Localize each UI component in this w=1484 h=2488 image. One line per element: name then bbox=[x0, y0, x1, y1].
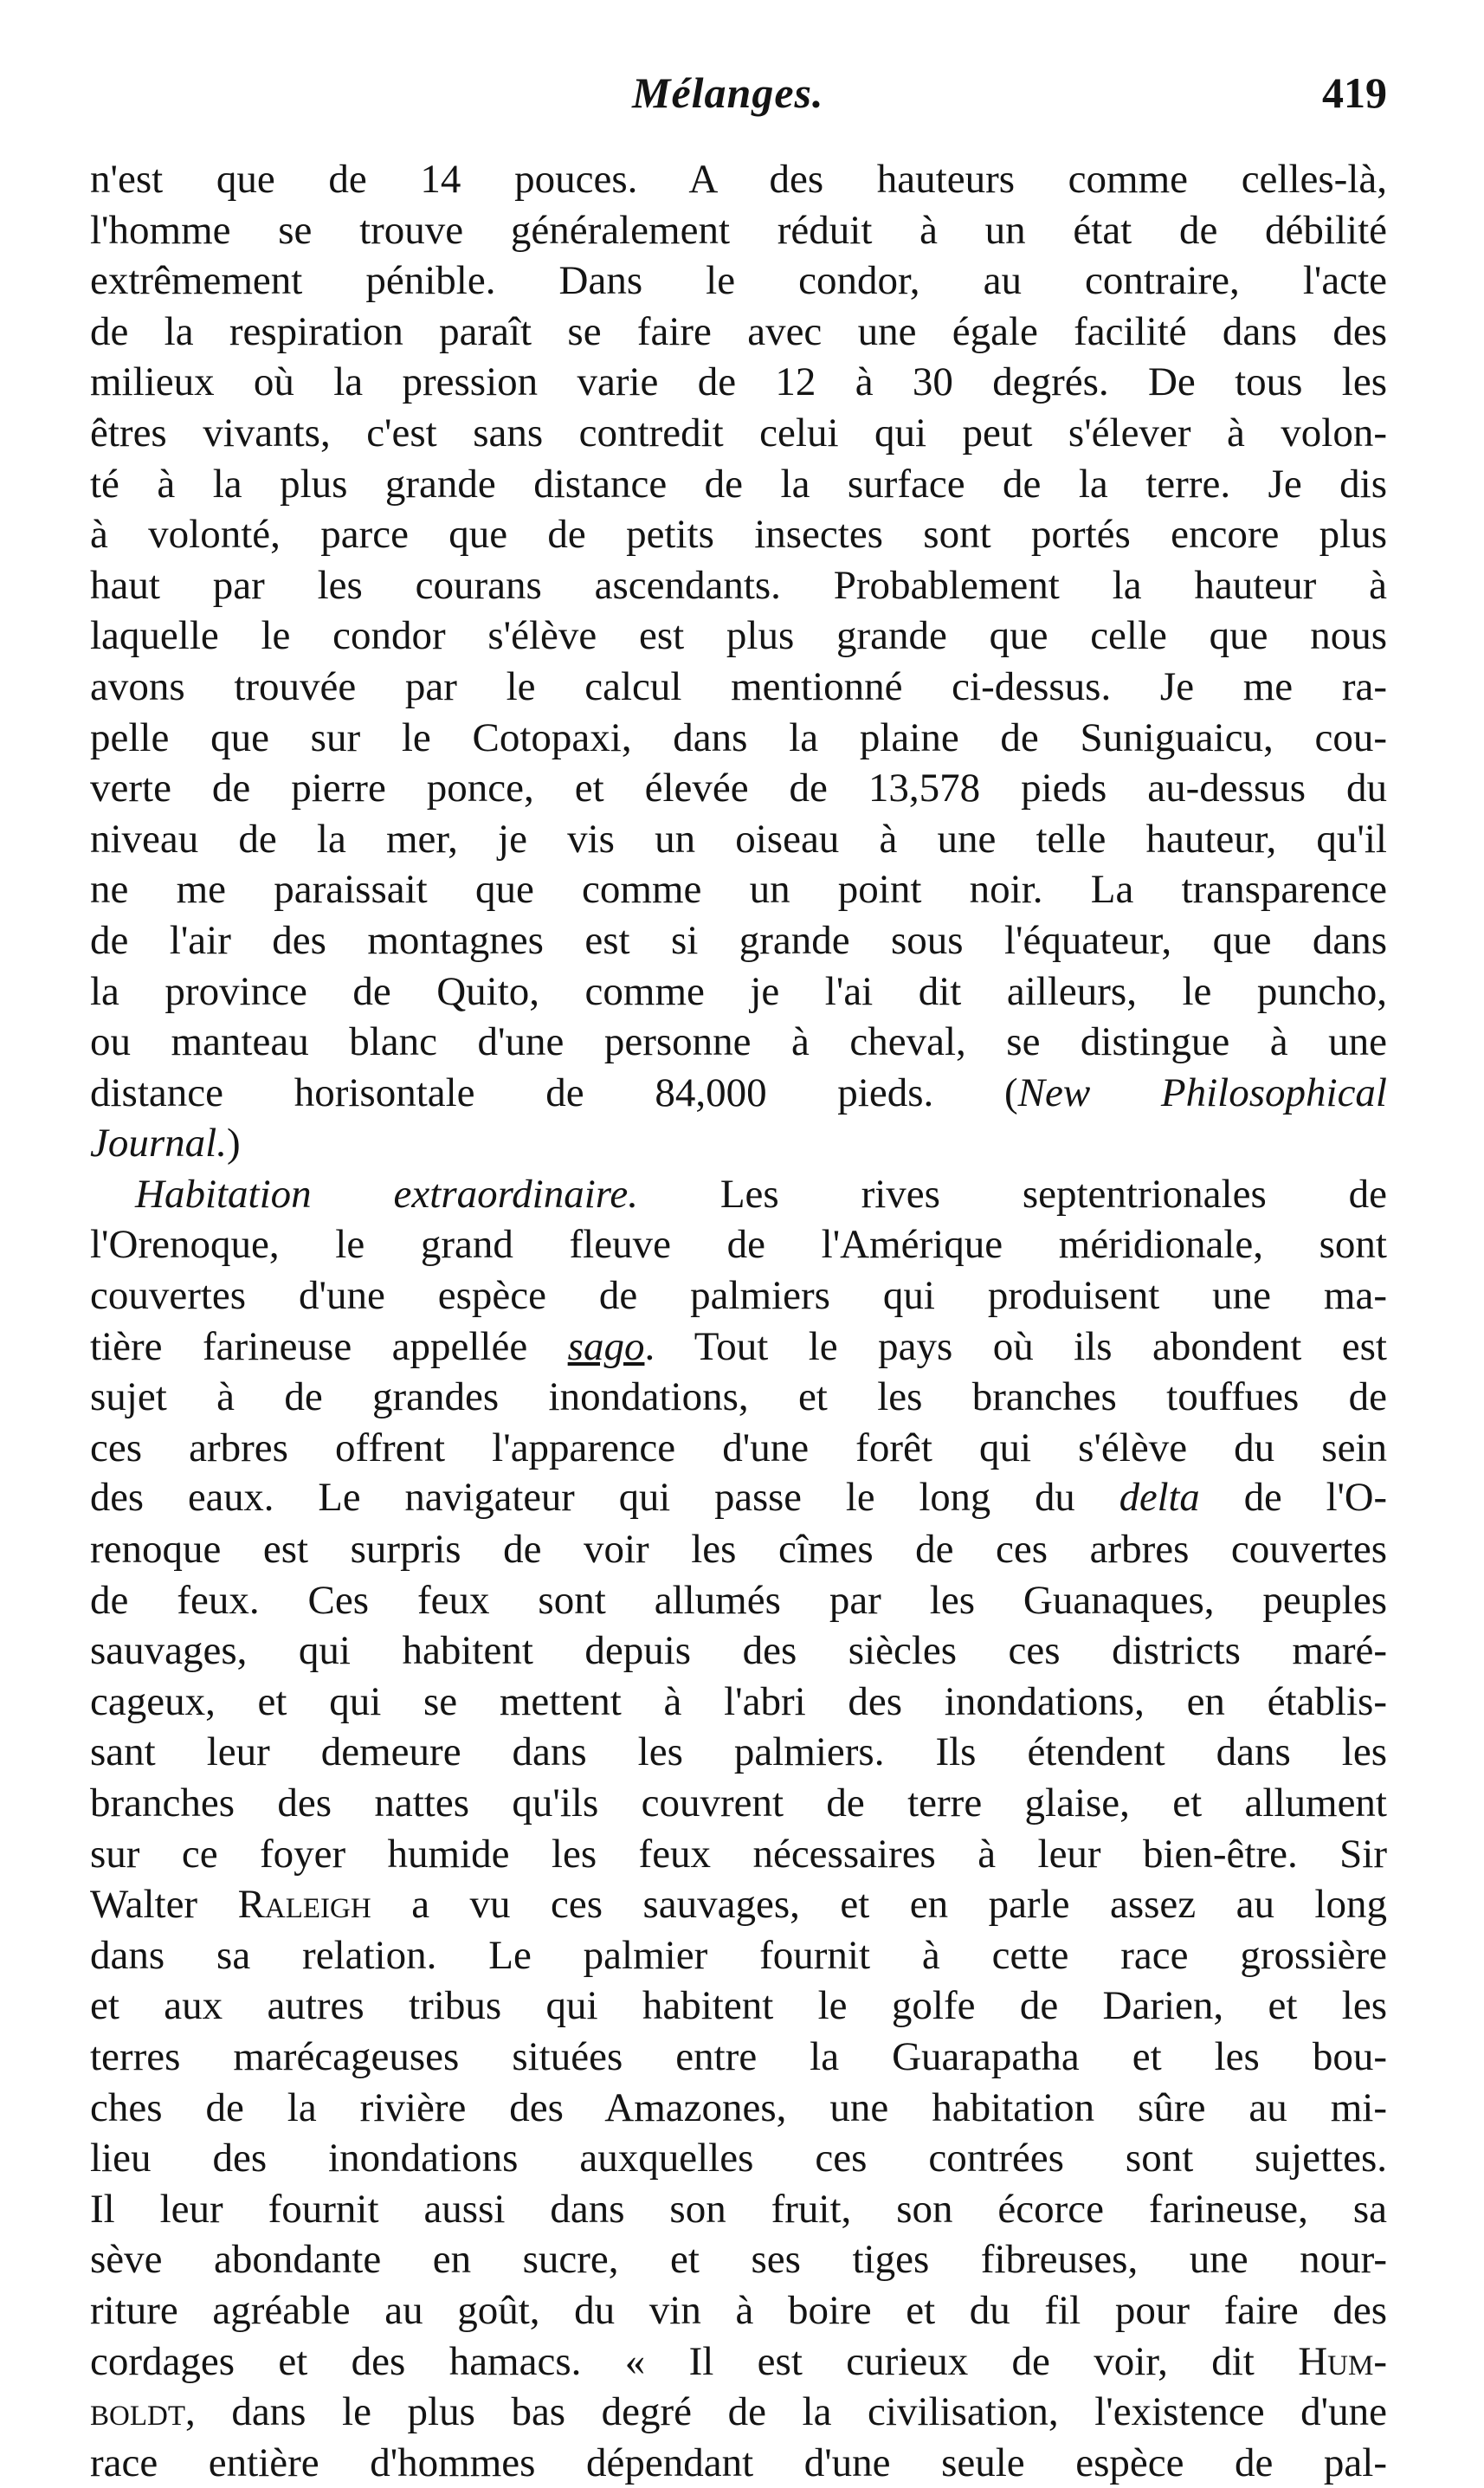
text-line bbox=[90, 1879, 1387, 1930]
text-line bbox=[90, 611, 1387, 662]
text-segment: extrêmement pénible. Dans le condor, au contraire, l'acte bbox=[90, 258, 1387, 304]
text-line bbox=[90, 1677, 1387, 1728]
text-segment: de la respiration paraît se faire avec une égale facilité dans des bbox=[90, 308, 1387, 354]
text-segment: boldt bbox=[90, 2389, 185, 2435]
text-segment: de l'air des montagnes est si grande sous l'équateur, que dans bbox=[90, 917, 1387, 963]
text-segment: Habitation extraordinaire. bbox=[135, 1171, 638, 1217]
text-segment: Il leur fournit aussi dans son fruit, son écorce farineuse, sa bbox=[90, 2186, 1387, 2232]
text-line bbox=[90, 509, 1387, 560]
text-segment: ) bbox=[226, 1121, 241, 1166]
text-line bbox=[90, 459, 1387, 510]
text-line bbox=[90, 307, 1387, 358]
text-segment: la province de Quito, comme je l'ai dit ailleurs, le puncho, bbox=[90, 968, 1387, 1014]
text-segment: sur ce foyer humide les feux nécessaires à leur bien-être. Sir bbox=[90, 1831, 1387, 1877]
text-line bbox=[90, 662, 1387, 713]
text-segment: ou manteau blanc d'une personne à cheval, se distingue à une bbox=[90, 1019, 1387, 1065]
text-line bbox=[90, 2184, 1387, 2235]
text-segment: New Philosophical bbox=[1017, 1070, 1387, 1115]
text-segment: branches des nattes qu'ils couvrent de terre glaise, et allument bbox=[90, 1780, 1387, 1826]
text-segment: êtres vivants, c'est sans contredit celui qui peut s'élever à volon- bbox=[90, 410, 1387, 456]
text-line bbox=[90, 1524, 1387, 1575]
text-segment: pelle que sur le Cotopaxi, dans la plaine de Suniguaicu, cou- bbox=[90, 714, 1387, 760]
text-segment: . Tout le pays où ils abondent est bbox=[644, 1323, 1387, 1369]
text-segment: niveau de la mer, je vis un oiseau à une telle hauteur, qu'il bbox=[90, 816, 1387, 862]
text-segment: cageux, et qui se mettent à l'abri des inondations, en établis- bbox=[90, 1678, 1387, 1724]
body-text bbox=[90, 154, 1387, 2488]
text-line bbox=[90, 154, 1387, 205]
text-segment: sago bbox=[567, 1323, 645, 1369]
text-line bbox=[90, 915, 1387, 966]
text-line bbox=[90, 1118, 1387, 1169]
text-line bbox=[90, 2234, 1387, 2285]
text-segment: dans sa relation. Le palmier fournit à cette race grossière bbox=[90, 1932, 1387, 1978]
text-line bbox=[90, 1322, 1387, 1373]
text-line bbox=[90, 1372, 1387, 1423]
text-line bbox=[90, 1219, 1387, 1270]
text-line bbox=[90, 1727, 1387, 1778]
text-line bbox=[90, 1423, 1387, 1474]
text-segment: renoque est surpris de voir les cîmes de ces arbres couvertes bbox=[90, 1527, 1387, 1573]
text-segment: sujet à de grandes inondations, et les branches touffues de bbox=[90, 1374, 1387, 1420]
text-segment: verte de pierre ponce, et élevée de 13,578 pieds au-dessus du bbox=[90, 766, 1387, 811]
text-line bbox=[90, 864, 1387, 915]
text-segment: l'homme se trouve généralement réduit à un état de débilité bbox=[90, 207, 1387, 253]
text-segment: couvertes d'une espèce de palmiers qui produisent une ma- bbox=[90, 1273, 1387, 1319]
text-segment: ches de la rivière des Amazones, une habitation sûre au mi- bbox=[90, 2084, 1387, 2130]
text-line bbox=[90, 2032, 1387, 2083]
text-segment: race entière d'hommes dépendant d'une seule espèce de pal- bbox=[90, 2440, 1387, 2485]
text-line bbox=[90, 408, 1387, 459]
text-segment: l'Orenoque, le grand fleuve de l'Amérique méridionale, sont bbox=[90, 1222, 1387, 1268]
text-segment: sant leur demeure dans les palmiers. Ils étendent dans les bbox=[90, 1729, 1387, 1775]
text-line bbox=[90, 560, 1387, 611]
text-line bbox=[90, 1778, 1387, 1829]
text-segment: haut par les courans ascendants. Probablement la hauteur à bbox=[90, 562, 1387, 608]
text-segment: n'est que de 14 pouces. A des hauteurs comme celles-là, bbox=[90, 157, 1387, 202]
text-segment: Walter bbox=[90, 1882, 238, 1928]
text-line bbox=[90, 2133, 1387, 2184]
text-segment: lieu des inondations auxquelles ces contrées sont sujettes. bbox=[90, 2136, 1387, 2181]
text-line bbox=[90, 1270, 1387, 1322]
text-line bbox=[90, 1625, 1387, 1677]
text-segment: avons trouvée par le calcul mentionné ci-dessus. Je me ra- bbox=[90, 663, 1387, 709]
text-line bbox=[90, 1575, 1387, 1626]
text-line bbox=[90, 1829, 1387, 1880]
page-number: 419 bbox=[1322, 68, 1387, 117]
text-line bbox=[90, 1473, 1387, 1524]
text-line bbox=[90, 2083, 1387, 2134]
text-line bbox=[90, 966, 1387, 1018]
text-segment: terres marécageuses situées entre la Guarapatha et les bou- bbox=[90, 2033, 1387, 2079]
text-segment: milieux où la pression varie de 12 à 30 degrés. De tous les bbox=[90, 359, 1387, 405]
text-segment: et aux autres tribus qui habitent le golfe de Darien, et les bbox=[90, 1983, 1387, 2029]
text-segment: cordages et des hamacs. « Il est curieux de voir, dit bbox=[90, 2338, 1299, 2384]
text-segment: Journal. bbox=[90, 1121, 227, 1166]
text-line bbox=[90, 2336, 1387, 2388]
text-segment: de feux. Ces feux sont allumés par les Guanaques, peuples bbox=[90, 1577, 1387, 1623]
text-segment: distance horisontale de 84,000 pieds. ( bbox=[90, 1070, 1018, 1115]
text-segment: , dans le plus bas degré de la civilisation, l'existence d'une bbox=[185, 2389, 1387, 2435]
text-segment: Raleigh bbox=[237, 1882, 371, 1928]
text-line bbox=[90, 1930, 1387, 1981]
text-line bbox=[90, 1169, 1387, 1220]
text-line bbox=[90, 1068, 1387, 1119]
text-line bbox=[90, 1981, 1387, 2032]
text-line bbox=[90, 357, 1387, 408]
text-line bbox=[90, 1017, 1387, 1068]
text-line bbox=[90, 205, 1387, 256]
text-segment: à volonté, parce que de petits insectes sont portés encore plus bbox=[90, 512, 1387, 558]
text-segment: riture agréable au goût, du vin à boire et du fil pour faire des bbox=[90, 2287, 1387, 2333]
text-segment: ne me paraissait que comme un point noir. La transparence bbox=[90, 867, 1387, 913]
running-title: Mélanges. bbox=[632, 68, 824, 117]
text-line bbox=[90, 2285, 1387, 2336]
text-line bbox=[90, 713, 1387, 764]
text-segment: des eaux. Le navigateur qui passe le long du bbox=[90, 1476, 1119, 1521]
text-segment: a vu ces sauvages, et en parle assez au long bbox=[371, 1882, 1387, 1928]
text-segment: de l'O- bbox=[1199, 1476, 1387, 1521]
text-segment: sève abondante en sucre, et ses tiges fibreuses, une nour- bbox=[90, 2237, 1387, 2283]
running-head bbox=[0, 61, 1484, 130]
text-line bbox=[90, 2438, 1387, 2488]
text-line bbox=[90, 814, 1387, 865]
text-segment: Hum- bbox=[1298, 2338, 1387, 2384]
text-segment: tière farineuse appellée bbox=[90, 1323, 568, 1369]
text-line bbox=[90, 255, 1387, 307]
text-segment: Les rives septentrionales de bbox=[637, 1171, 1387, 1217]
text-line bbox=[90, 763, 1387, 814]
text-segment: sauvages, qui habitent depuis des siècles ces districts maré- bbox=[90, 1628, 1387, 1674]
text-line bbox=[90, 2387, 1387, 2438]
text-segment: laquelle le condor s'élève est plus grande que celle que nous bbox=[90, 613, 1387, 659]
text-segment: ces arbres offrent l'apparence d'une forêt qui s'élève du sein bbox=[90, 1425, 1387, 1470]
text-segment: delta bbox=[1119, 1476, 1200, 1521]
text-segment: té à la plus grande distance de la surface de la terre. Je dis bbox=[90, 461, 1387, 507]
